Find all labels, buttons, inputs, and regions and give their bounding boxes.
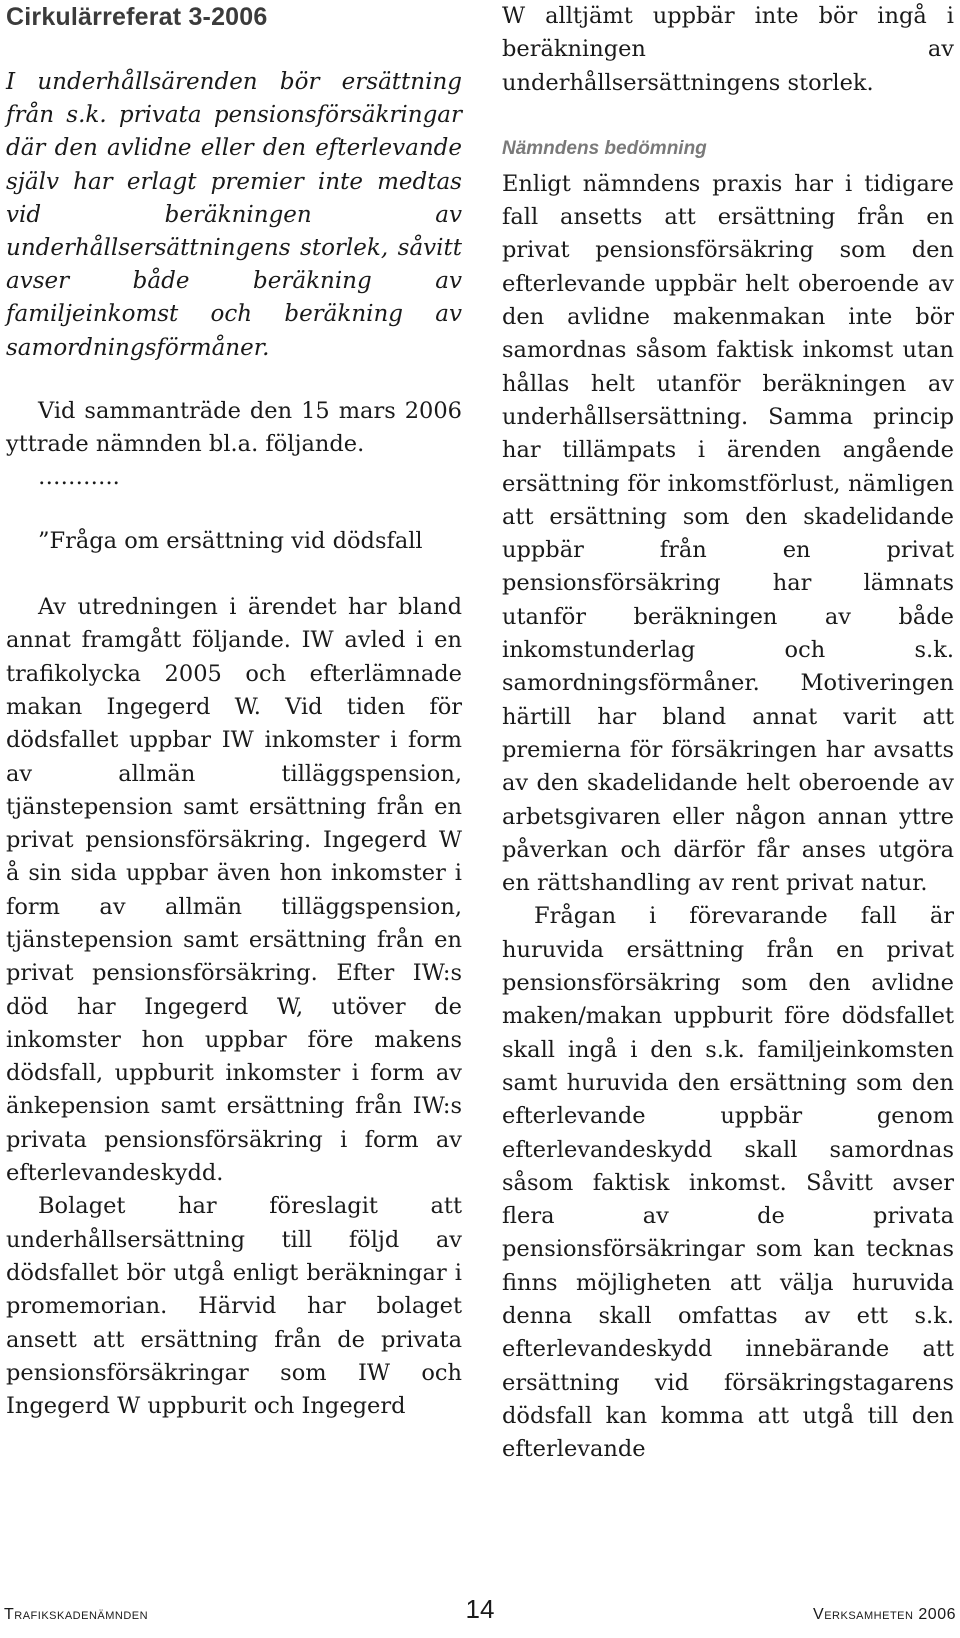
continued-paragraph: W alltjämt uppbär inte bör ingå i beräkningen av underhållsersättningens storlek. (502, 3, 954, 96)
footer-report-title: Verksamheten 2006 (813, 1606, 956, 1623)
footer-organization: Trafikskadenämnden (4, 1606, 149, 1623)
left-column (6, 0, 462, 1423)
section-subheading: Nämndens bedömning (502, 137, 707, 159)
page-footer (0, 1592, 960, 1638)
quote-heading: ”Fråga om ersättning vid dödsfall (38, 527, 423, 554)
investigation-paragraph: Av utredningen i ärendet har bland annat framgått följande. IW avled i en trafikolycka 2005 och efterlämnade makan Ingegerd W. Vid tiden för dödsfallet uppbar IW inkomster i form av allmän tilläggspension, tjänstepension samt ersättning från en privat pensionsförsäkring. Ingegerd W å sin sida uppbar även hon inkomster i form av allmän tilläggspension, tjänstepension samt ersättning från en privat pensionsförsäkring. Efter IW:s död har Ingegerd W, utöver de inkomster hon uppbar före makens dödsfall, uppburit inkomster i form av änkepension samt ersättning från IW:s privata pensionsförsäkring i form av efterlevandeskydd. (6, 594, 462, 1187)
document-title: Cirkulärreferat 3-2006 (6, 3, 268, 31)
assessment-paragraph: Enligt nämndens praxis har i tidigare fall ansetts att ersättning från en privat pensionsförsäkring som den efterlevande uppbär helt oberoende av den avlidne makenmakan inte bör samordnas såsom faktisk inkomst utan hållas helt utanför beräkningen av underhållsersättning. Samma princip har tillämpats i ärenden angående ersättning för inkomstförlust, nämligen att ersättning som den skadelidande uppbär från en privat pensionsförsäkring har lämnats utanför beräkningen av både inkomstunderlag och s.k. samordningsförmåner. Motiveringen härtill har bland annat varit att premierna för försäkringen har avsatts av den skadelidande helt oberoende av arbetsgivaren eller någon annan yttre påverkan och därför får anses utgöra en rättshandling av rent privat natur. (502, 170, 954, 897)
omission-dots: ……….. (38, 464, 120, 491)
company-proposal-paragraph: Bolaget har föreslagit att underhållsersättning till följd av dödsfallet bör utgå enligt beräkningar i promemorian. Härvid har bolaget ansett att ersättning från de privata pensionsförsäkringar som IW och Ingegerd W uppburit och Ingegerd (6, 1193, 462, 1420)
right-column (502, 0, 954, 1466)
question-paragraph: Frågan i förevarande fall är huruvida ersättning från en privat pensionsförsäkring som den avlidne maken/makan uppburit före dödsfallet skall ingå i den s.k. familjeinkomsten samt huruvida den ersättning som den efterlevande uppbär genom efterlevandeskydd skall samordnas såsom faktisk inkomst. Såvitt avser flera av de privata pensionsförsäkringar som kan tecknas finns möjligheten att välja huruvida denna skall omfattas av ett s.k. efterlevandeskydd innebärande att ersättning vid försäkringstagarens dödsfall kan komma att utgå till den efterlevande (502, 903, 954, 1463)
meeting-paragraph: Vid sammanträde den 15 mars 2006 yttrade nämnden bl.a. följande. (6, 397, 462, 458)
ingress-summary: I underhållsärenden bör ersättning från s.k. privata pensionsförsäkringar där den avlidne eller den efterlevande själv har erlagt premier inte medtas vid beräkningen av underhållsersättningens storlek, såvitt avser både beräkning av familjeinkomst och beräkning av samordningsförmåner. (6, 69, 462, 361)
page-number: 14 (465, 1594, 495, 1624)
